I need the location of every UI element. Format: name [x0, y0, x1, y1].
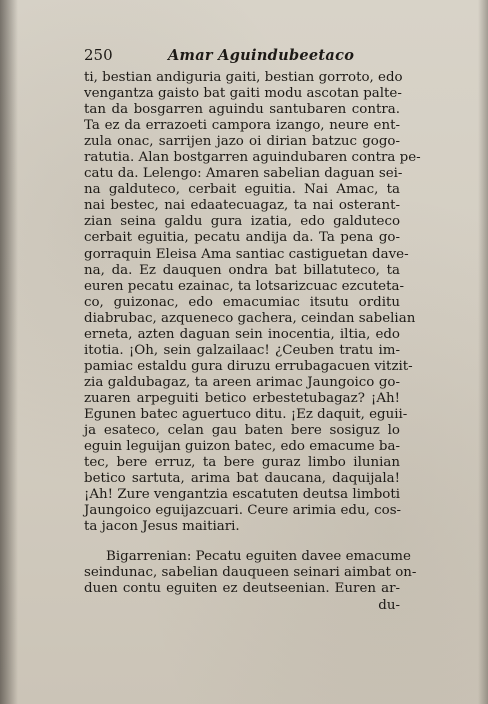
text-line: tec, bere erruz, ta bere guraz limbo ilunian [84, 455, 400, 471]
text-line: pamiac estaldu gura diruzu errubagacuen vitzit- [84, 358, 413, 374]
catchword-row [84, 598, 400, 614]
page-number: 250 [84, 46, 113, 64]
text-line: diabrubac, azqueneco gachera, ceindan sabelian [84, 310, 416, 326]
text-line: na galduteco, cerbait eguitia. Nai Amac, ta [84, 182, 400, 198]
text-line: ti, bestian andiguria gaiti, bestian gorroto, edo [84, 70, 403, 85]
text-line: duen contu eguiten ez deutseenian. Euren ar- [84, 581, 400, 597]
running-title: Amar Aguindubeetaco [168, 47, 355, 64]
text-line: ratutia. Alan bostgarren aguindubaren contra pe- [84, 150, 421, 166]
paragraph-1 [84, 70, 421, 535]
text-line: Jaungoico eguijazcuari. Ceure arimia edu, cos- [84, 503, 402, 519]
text-line: zuaren arpeguiti betico erbestetubagaz? ¡Ah! [84, 390, 400, 406]
running-head [84, 46, 400, 70]
catchword: du- [378, 597, 400, 613]
text-line: nai bestec, nai edaatecuagaz, ta nai osterant- [84, 198, 400, 214]
text-line: seindunac, sabelian dauqueen seinari aimbat on- [84, 565, 417, 581]
text-line: zula onac, sarrijen jazo oi dirian batzuc gogo- [84, 134, 400, 150]
text-line: euren pecatu ezainac, ta lotsarizcuac ezcuteta- [84, 278, 404, 294]
text-line: tan da bosgarren aguindu santubaren contra. [84, 102, 400, 118]
text-line: vengantza gaisto bat gaiti modu ascotan palte- [84, 86, 402, 102]
text-line: na, da. Ez dauquen ondra bat billatuteco, ta [84, 262, 400, 278]
text-line: zian seina galdu gura izatia, edo galduteco [84, 214, 400, 230]
text-block [84, 46, 421, 614]
text-line: eguin leguijan guizon batec, edo emacume ba- [84, 439, 400, 455]
text-line: Egunen batec aguertuco ditu. ¡Ez daquit, eguii- [84, 406, 408, 422]
text-line: catu da. Lelengo: Amaren sabelian daguan sei- [84, 166, 403, 182]
text-line: ja esateco, celan gau baten bere sosiguz lo [84, 423, 400, 439]
text-line: ta jacon Jesus maitiari. [84, 519, 240, 535]
paragraph-2 [84, 549, 417, 597]
text-line: betico sartuta, arima bat daucana, daquijala! [84, 471, 400, 487]
text-line: gorraquin Eleisa Ama santiac castiguetan dave- [84, 246, 409, 262]
paragraph-gap [84, 535, 400, 549]
text-line: Bigarrenian: Pecatu eguiten davee emacume [106, 549, 411, 565]
text-line: ¡Ah! Zure vengantzia escatuten deutsa limboti [84, 487, 400, 503]
text-line: zia galdubagaz, ta areen arimac Jaungoico go- [84, 374, 400, 390]
text-line: itotia. ¡Oh, sein galzailaac! ¿Ceuben tratu im- [84, 342, 400, 358]
page-edge-shadow [478, 0, 488, 704]
spine-shadow [0, 0, 18, 704]
text-line: erneta, azten daguan sein inocentia, iltia, edo [84, 326, 400, 342]
text-line: co, guizonac, edo emacumiac itsutu orditu [84, 294, 400, 310]
body-text [84, 70, 421, 598]
text-line: Ta ez da errazoeti campora izango, neure ent- [84, 118, 400, 134]
text-line: cerbait eguitia, pecatu andija da. Ta pena go- [84, 230, 400, 246]
